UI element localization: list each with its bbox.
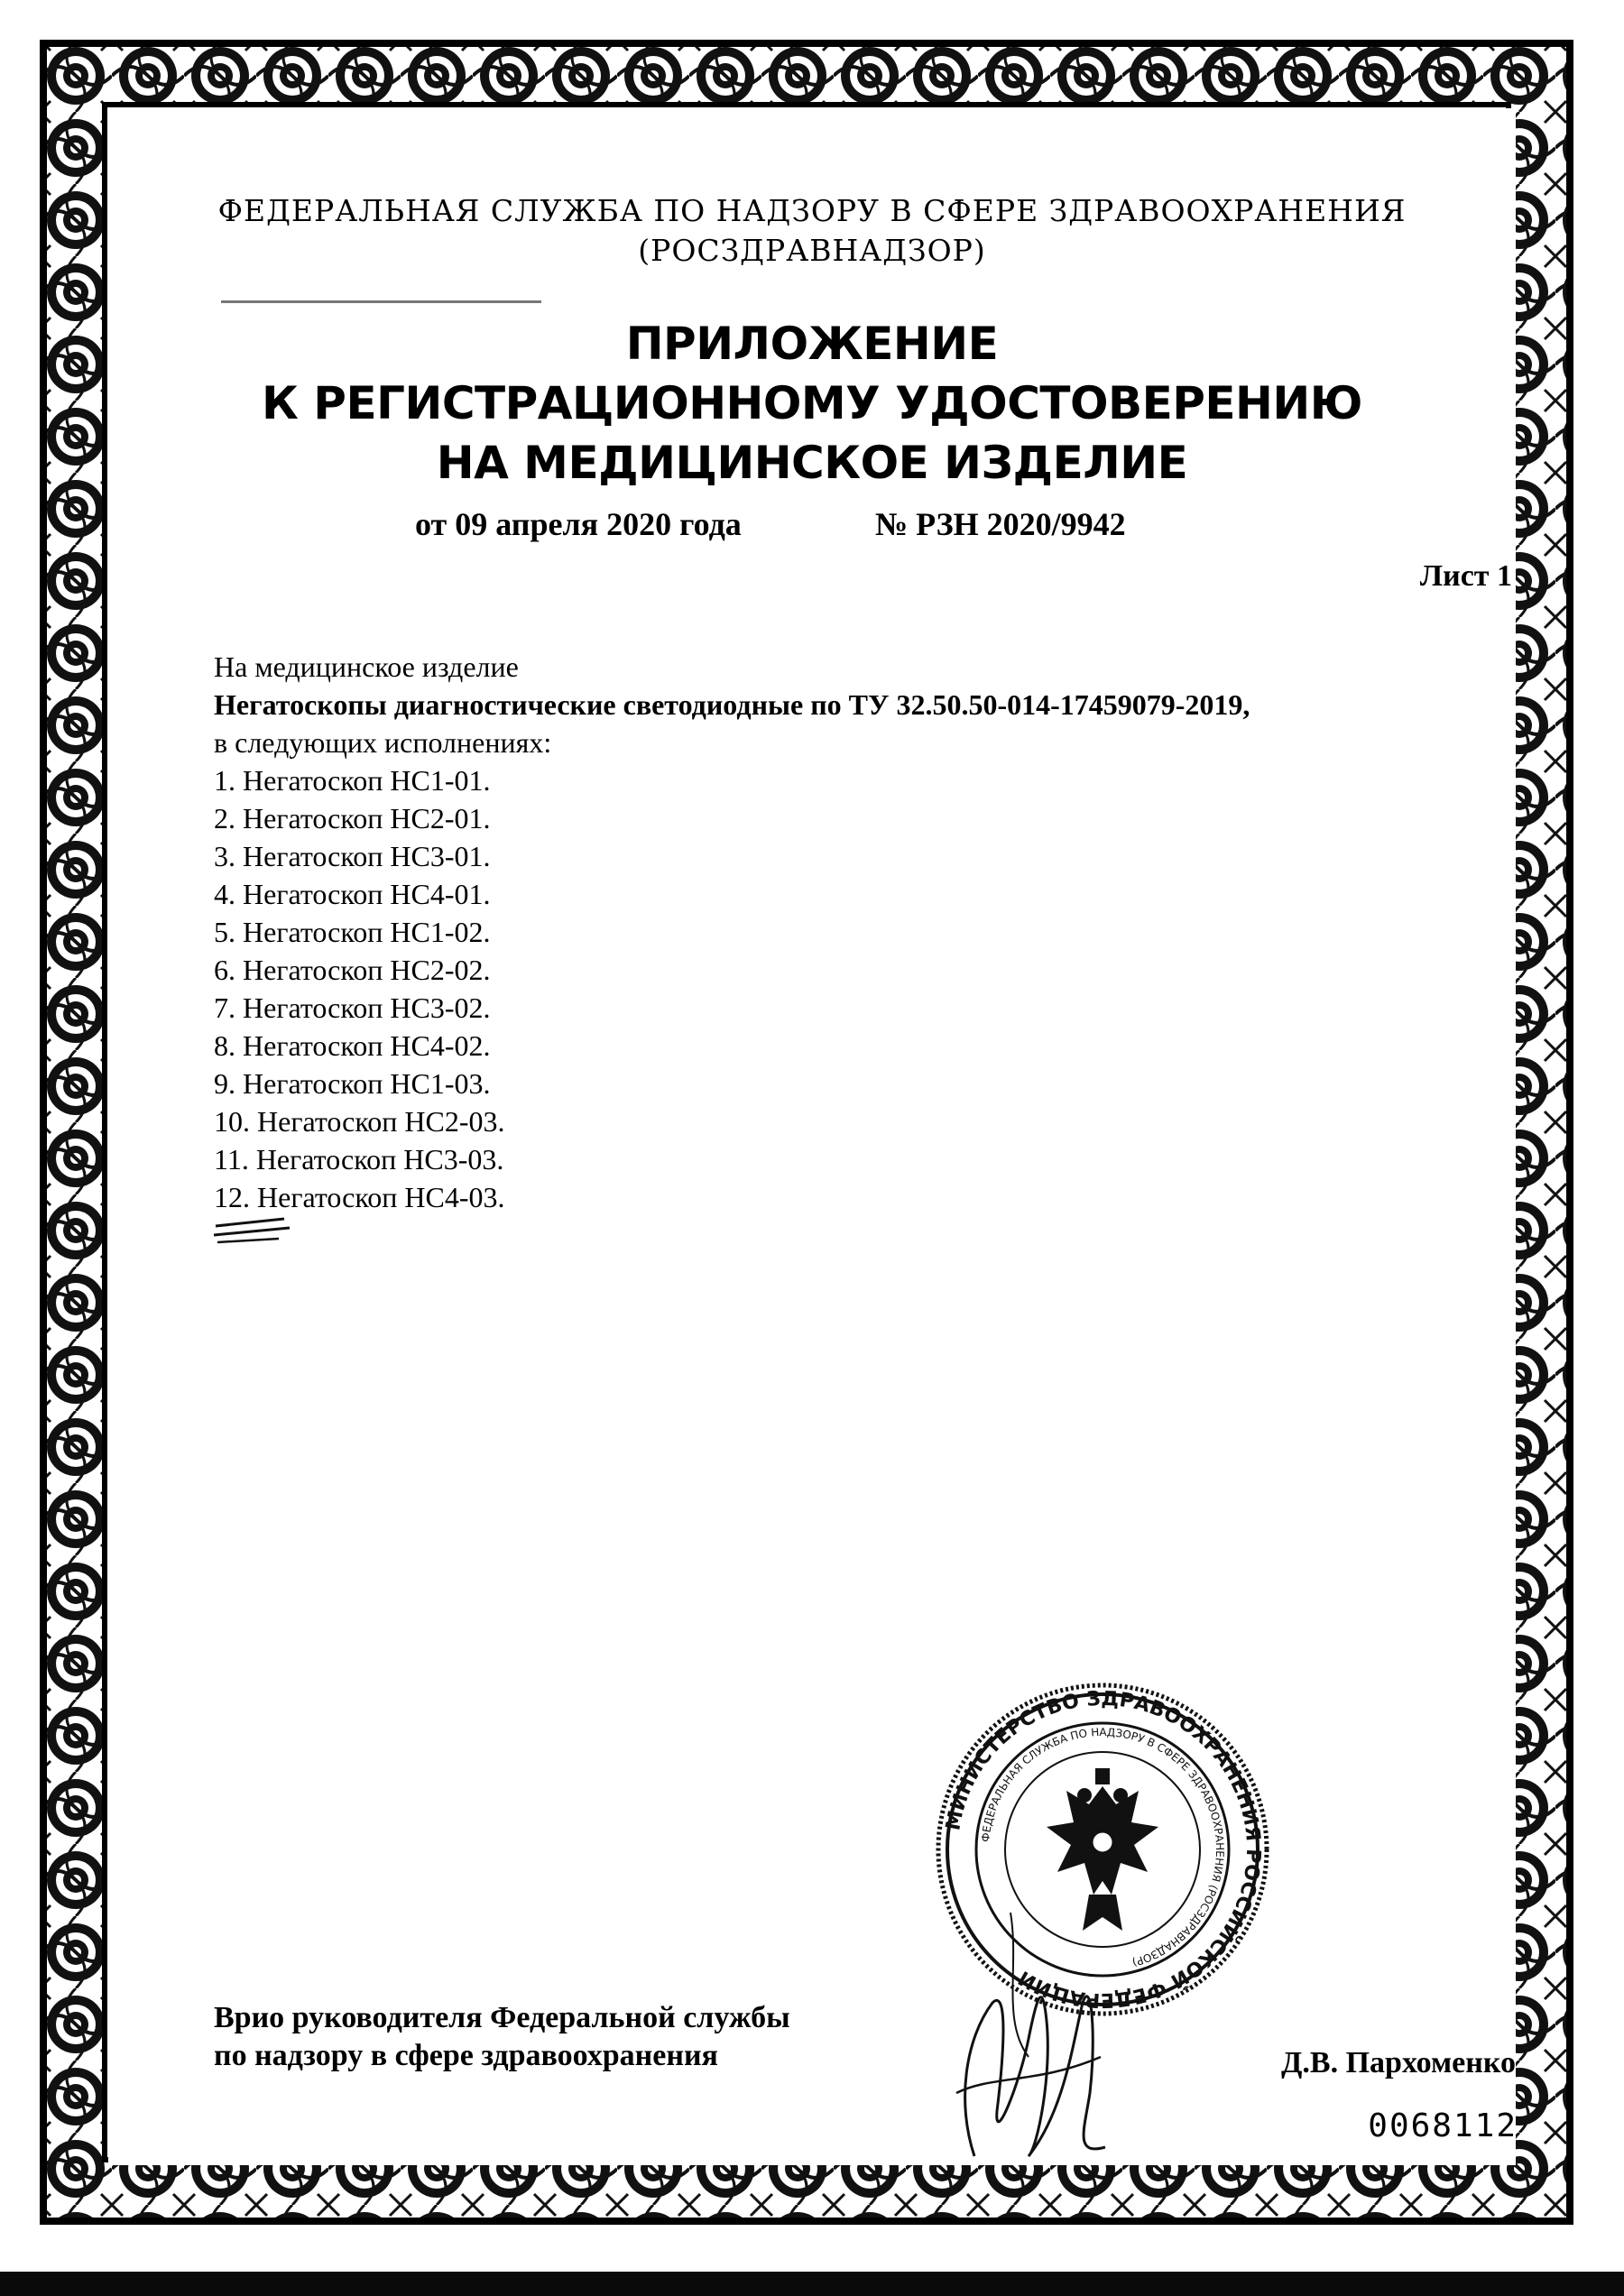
agency-header bbox=[108, 191, 1516, 271]
list-item: 6. Негатоскоп НС2-02. bbox=[214, 954, 491, 986]
document-title bbox=[108, 314, 1516, 493]
device-description bbox=[214, 648, 1250, 1216]
handwritten-signature bbox=[938, 1876, 1119, 2165]
signer-position-line-2: по надзору в сфере здравоохранения bbox=[214, 2039, 718, 2072]
agency-name: ФЕДЕРАЛЬНАЯ СЛУЖБА ПО НАДЗОРУ В СФЕРЕ ЗДРАВООХРАНЕНИЯ bbox=[217, 193, 1407, 228]
sheet-number: Лист 1 bbox=[1419, 559, 1512, 593]
list-item: 1. Негатоскоп НС1-01. bbox=[214, 764, 491, 797]
registration-date: от 09 апреля 2020 года bbox=[415, 506, 742, 542]
signer-position-line-1: Врио руководителя Федеральной службы bbox=[214, 2001, 790, 2034]
svg-text:МИНИСТЕРСТВО ЗДРАВООХРАНЕНИЯ Р: МИНИСТЕРСТВО ЗДРАВООХРАНЕНИЯ РОССИЙСКОЙ ФЕДЕРАЦИИ bbox=[942, 1687, 1265, 2012]
list-item: 5. Негатоскоп НС1-02. bbox=[214, 916, 491, 948]
signer-position bbox=[214, 1999, 790, 2075]
agency-abbr: (РОСЗДРАВНАДЗОР) bbox=[638, 233, 986, 268]
list-item: 11. Негатоскоп НС3-03. bbox=[214, 1143, 504, 1176]
divider bbox=[221, 300, 541, 303]
title-line-2: К РЕГИСТРАЦИОННОМУ УДОСТОВЕРЕНИЮ bbox=[262, 377, 1362, 429]
document-body bbox=[108, 108, 1516, 2165]
signer-name: Д.В. Пархоменко bbox=[1281, 2046, 1516, 2079]
list-item: 2. Негатоскоп НС2-01. bbox=[214, 802, 491, 834]
list-item: 9. Негатоскоп НС1-03. bbox=[214, 1067, 491, 1100]
variant-list bbox=[214, 761, 1250, 1216]
list-item: 3. Негатоскоп НС3-01. bbox=[214, 840, 491, 872]
scan-edge bbox=[0, 2272, 1624, 2296]
product-name: Негатоскопы диагностические светодиодные по ТУ 32.50.50-014-17459079-2019, bbox=[214, 688, 1250, 721]
intro-text: На медицинское изделие bbox=[214, 650, 519, 683]
serial-number: 0068112 bbox=[1368, 2107, 1518, 2144]
list-item: 7. Негатоскоп НС3-02. bbox=[214, 991, 491, 1024]
registration-number: № РЗН 2020/9942 bbox=[875, 506, 1126, 542]
variants-intro: в следующих исполнениях: bbox=[214, 726, 552, 759]
list-item: 8. Негатоскоп НС4-02. bbox=[214, 1029, 491, 1062]
svg-text:ФЕДЕРАЛЬНАЯ СЛУЖБА ПО НАДЗОРУ: ФЕДЕРАЛЬНАЯ СЛУЖБА ПО НАДЗОРУ В СФЕРЕ ЗДРАВООХРАНЕНИЯ (РОСЗДРАВНАДЗОР) bbox=[979, 1725, 1227, 1969]
list-item: 4. Негатоскоп НС4-01. bbox=[214, 878, 491, 910]
list-item: 10. Негатоскоп НС2-03. bbox=[214, 1105, 505, 1138]
end-of-list-strike bbox=[212, 1215, 293, 1251]
title-line-3: НА МЕДИЦИНСКОЕ ИЗДЕЛИЕ bbox=[436, 437, 1188, 489]
title-line-1: ПРИЛОЖЕНИЕ bbox=[625, 318, 999, 370]
list-item: 12. Негатоскоп НС4-03. bbox=[214, 1181, 505, 1213]
